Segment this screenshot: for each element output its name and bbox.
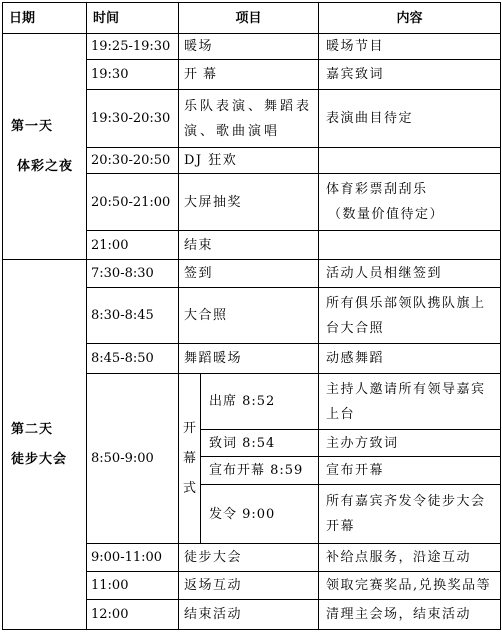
time-cell: 8:30-8:45	[87, 288, 179, 344]
opening-ceremony-cell: 开幕式	[179, 374, 201, 544]
header-date: 日期	[3, 3, 87, 34]
subitem-cell: 宣布开幕 8:59	[201, 457, 319, 485]
content-cell: 暖场节目	[319, 34, 501, 60]
day-label: 第一天	[11, 118, 54, 134]
content-line: 体育彩票刮刮乐	[326, 182, 428, 197]
item-cell: 舞蹈暖场	[179, 344, 319, 374]
time-cell: 8:45-8:50	[87, 344, 179, 374]
time-cell: 20:50-21:00	[87, 174, 179, 231]
item-cell: 徒步大会	[179, 544, 319, 572]
content-cell: 主持人邀请所有领导嘉宾上台	[319, 374, 501, 430]
item-cell: 开幕	[179, 60, 319, 90]
time-cell: 19:30	[87, 60, 179, 90]
content-cell: 主办方致词	[319, 430, 501, 457]
time-cell: 20:30-20:50	[87, 148, 179, 174]
content-cell: 嘉宾致词	[319, 60, 501, 90]
content-cell: 所有俱乐部领队携队旗上台大合照	[319, 288, 501, 344]
time-cell: 12:00	[87, 600, 179, 630]
table-row	[3, 260, 501, 288]
header-row	[3, 3, 501, 34]
schedule-table	[2, 2, 501, 630]
item-cell: 签到	[179, 260, 319, 288]
content-cell: 动感舞蹈	[319, 344, 501, 374]
day-cell-1	[3, 34, 87, 260]
item-cell: 结束活动	[179, 600, 319, 630]
table-row	[3, 34, 501, 60]
content-cell	[319, 174, 501, 231]
subitem-cell: 致词 8:54	[201, 430, 319, 457]
content-cell: 领取完赛奖品,兑换奖品等	[319, 572, 501, 600]
content-cell: 所有嘉宾齐发令徒步大会开幕	[319, 485, 501, 544]
content-cell: 补给点服务，沿途互动	[319, 544, 501, 572]
time-cell: 9:00-11:00	[87, 544, 179, 572]
time-cell: 21:00	[87, 231, 179, 260]
content-cell	[319, 148, 501, 174]
time-cell: 8:50-9:00	[87, 374, 179, 544]
content-cell: 表演曲目待定	[319, 90, 501, 148]
content-cell	[319, 231, 501, 260]
subitem-cell: 出席 8:52	[201, 374, 319, 430]
day-label: 第二天	[11, 421, 54, 437]
header-item: 项目	[179, 3, 319, 34]
day-subtitle: 徒步大会	[11, 451, 68, 467]
content-cell: 清理主会场，结束活动	[319, 600, 501, 630]
subitem-cell: 发令 9:00	[201, 485, 319, 544]
content-cell: 宣布开幕	[319, 457, 501, 485]
time-cell: 19:25-19:30	[87, 34, 179, 60]
item-cell: 返场互动	[179, 572, 319, 600]
header-content: 内容	[319, 3, 501, 34]
day-cell-2	[3, 260, 87, 630]
time-cell: 7:30-8:30	[87, 260, 179, 288]
content-cell: 活动人员相继签到	[319, 260, 501, 288]
item-cell: 结束	[179, 231, 319, 260]
header-time: 时间	[87, 3, 179, 34]
content-note: （数量价值待定）	[328, 207, 445, 222]
time-cell: 19:30-20:30	[87, 90, 179, 148]
day-subtitle: 体彩之夜	[17, 158, 74, 174]
time-cell: 11:00	[87, 572, 179, 600]
item-cell: DJ 狂欢	[179, 148, 319, 174]
item-cell: 大合照	[179, 288, 319, 344]
item-cell: 暖场	[179, 34, 319, 60]
item-cell: 乐队表演、舞蹈表演、歌曲演唱	[179, 90, 319, 148]
item-cell: 大屏抽奖	[179, 174, 319, 231]
